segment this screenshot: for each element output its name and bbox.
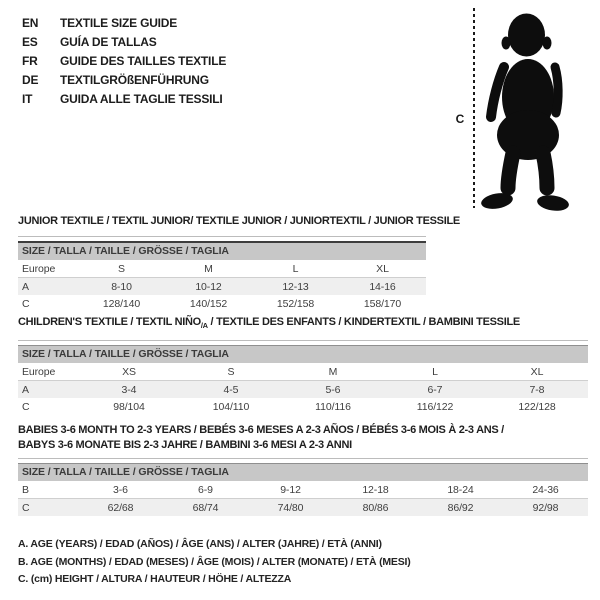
table-row	[18, 481, 588, 499]
language-title: GUÍA DE TALLAS	[60, 35, 157, 49]
size-table-header: SIZE / TALLA / TAILLE / GRÖSSE / TAGLIA	[18, 463, 588, 481]
row-label: C	[22, 501, 30, 514]
language-code: ES	[22, 35, 38, 49]
size-cell: 4-5	[223, 383, 239, 396]
size-cell: 10-12	[195, 280, 222, 293]
size-cell: 80/86	[362, 501, 389, 514]
size-table	[18, 481, 588, 516]
size-cell: 5-6	[325, 383, 341, 396]
language-row	[22, 14, 226, 33]
language-row	[22, 33, 226, 52]
language-row	[22, 52, 226, 71]
language-row	[22, 71, 226, 90]
height-measure-figure	[440, 5, 595, 215]
language-title: GUIDE DES TAILLES TEXTILE	[60, 54, 227, 68]
measurement-legend	[18, 536, 411, 589]
size-cell: 6-7	[427, 383, 443, 396]
language-code: FR	[22, 54, 38, 68]
children-table-title	[18, 316, 588, 332]
row-label: B	[18, 481, 78, 499]
size-table-header: SIZE / TALLA / TAILLE / GRÖSSE / TAGLIA	[18, 345, 588, 363]
size-cell: L	[384, 363, 486, 381]
size-cell: M	[282, 363, 384, 381]
size-cell: 3-6	[78, 481, 163, 499]
babies-textile-section	[18, 423, 588, 516]
size-cell: 6-9	[163, 481, 248, 499]
size-cell: 74/80	[277, 501, 304, 514]
size-cell: 152/158	[276, 297, 315, 310]
size-cell: 24-36	[503, 481, 588, 499]
size-table	[18, 260, 426, 312]
language-code: IT	[22, 92, 33, 106]
size-cell: 68/74	[192, 501, 219, 514]
figure-measure-label: C	[455, 112, 465, 126]
table-row	[18, 381, 588, 399]
babies-size-table	[18, 458, 588, 516]
size-cell: 98/104	[113, 400, 145, 413]
legend-line-b: B. AGE (MONTHS) / EDAD (MESES) / ÂGE (MOIS) / ALTER (MONATE) / ETÀ (MESI)	[18, 555, 411, 568]
babies-title-line2: BABYS 3-6 MONATE BIS 2-3 JAHRE / BAMBINI 3-6 MESI A 2-3 ANNI	[18, 439, 352, 451]
language-title: GUIDA ALLE TAGLIE TESSILI	[60, 92, 223, 106]
size-cell: 104/110	[212, 400, 250, 413]
table-row	[18, 278, 426, 296]
language-list	[22, 14, 226, 109]
size-cell: 110/116	[315, 400, 351, 413]
language-row	[22, 90, 226, 109]
junior-textile-section	[18, 215, 460, 312]
size-cell: 7-8	[529, 383, 545, 396]
size-cell: 14-16	[369, 280, 396, 293]
toddler-silhouette-icon	[440, 5, 595, 215]
table-row	[18, 260, 426, 278]
size-table-header: SIZE / TALLA / TAILLE / GRÖSSE / TAGLIA	[18, 241, 426, 260]
size-cell: 3-4	[121, 383, 137, 396]
table-row	[18, 295, 426, 312]
language-title: TEXTILE SIZE GUIDE	[60, 16, 178, 30]
children-textile-section	[18, 316, 588, 415]
size-cell: 8-10	[111, 280, 132, 293]
size-cell: XL	[339, 260, 426, 278]
language-title: TEXTILGRÖßENFÜHRUNG	[60, 73, 209, 87]
size-cell: XS	[78, 363, 180, 381]
language-code: EN	[22, 16, 39, 30]
children-title-text: CHILDREN'S TEXTILE / TEXTIL NIÑO	[18, 316, 201, 328]
row-label: C	[22, 297, 30, 310]
size-table	[18, 363, 588, 415]
junior-size-table	[18, 236, 426, 312]
legend-line-c: C. (cm) HEIGHT / ALTURA / HAUTEUR / HÖHE / ALTEZZA	[18, 573, 292, 585]
children-title-text: / TEXTILE DES ENFANTS / KINDERTEXTIL / BAMBINI TESSILE	[207, 316, 520, 328]
size-cell: 140/152	[189, 297, 228, 310]
size-cell: L	[252, 260, 339, 278]
size-cell: XL	[486, 363, 588, 381]
junior-table-title: JUNIOR TEXTILE / TEXTIL JUNIOR/ TEXTILE JUNIOR / JUNIORTEXTIL / JUNIOR TESSILE	[18, 215, 460, 227]
size-cell: 62/68	[107, 501, 134, 514]
row-label: A	[22, 280, 29, 293]
children-size-table	[18, 340, 588, 415]
table-row	[18, 499, 588, 517]
legend-line-a: A. AGE (YEARS) / EDAD (AÑOS) / ÂGE (ANS) / ALTER (JAHRE) / ETÀ (ANNI)	[18, 538, 382, 550]
size-cell: 92/98	[532, 501, 559, 514]
size-cell: S	[180, 363, 282, 381]
row-label: A	[22, 383, 29, 396]
size-cell: M	[165, 260, 252, 278]
table-row	[18, 398, 588, 415]
size-cell: 9-12	[248, 481, 333, 499]
row-label: C	[22, 400, 30, 413]
size-cell: 18-24	[418, 481, 503, 499]
size-cell: 158/170	[363, 297, 402, 310]
babies-table-title	[18, 423, 588, 453]
size-cell: 116/122	[416, 400, 454, 413]
size-cell: 12-18	[333, 481, 418, 499]
children-title-subscript: /A	[200, 321, 208, 331]
size-cell: S	[78, 260, 165, 278]
language-code: DE	[22, 73, 39, 87]
size-cell: 86/92	[447, 501, 474, 514]
size-cell: 122/128	[518, 400, 556, 413]
size-cell: 128/140	[102, 297, 141, 310]
babies-title-line1: BABIES 3-6 MONTH TO 2-3 YEARS / BEBÉS 3-6 MESES A 2-3 AÑOS / BÉBÉS 3-6 MOIS À 2-3 ANS /	[18, 424, 504, 436]
size-cell: 12-13	[282, 280, 309, 293]
table-row	[18, 363, 588, 381]
row-label: Europe	[18, 363, 78, 381]
row-label: Europe	[18, 260, 78, 278]
